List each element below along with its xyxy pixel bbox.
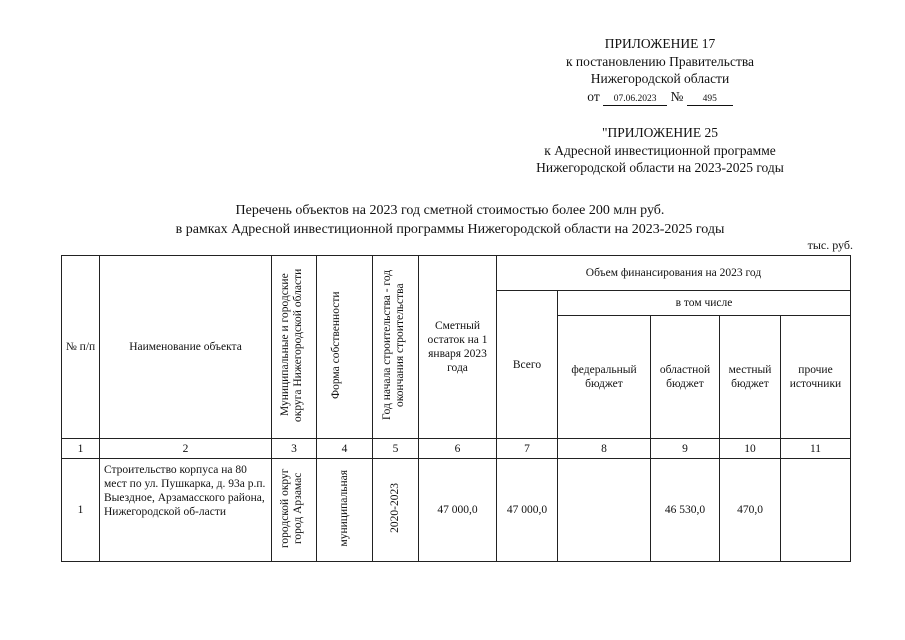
document-title (120, 201, 780, 239)
document-title-line1: Перечень объектов на 2023 год сметной стоимостью более 200 млн руб. (235, 203, 665, 218)
decree-number: 495 (687, 94, 733, 106)
header-years-text: Год начала строительства - год окончания строительства (380, 269, 406, 421)
number-prefix: № (670, 88, 684, 104)
col-number: 3 (272, 439, 317, 459)
header-federal: федеральный бюджет (558, 316, 651, 439)
row-ownership-text: муниципальная (338, 469, 350, 547)
header-ownership-text: Форма собственности (329, 291, 342, 399)
header-row (62, 256, 851, 291)
row-federal (558, 459, 651, 562)
column-number-row (62, 439, 851, 459)
header-other: прочие источники (781, 316, 851, 439)
col-number: 11 (781, 439, 851, 459)
col-number: 1 (62, 439, 100, 459)
row-other (781, 459, 851, 562)
header-total: Всего (497, 291, 558, 439)
header-local: местный бюджет (720, 316, 781, 439)
col-number: 8 (558, 439, 651, 459)
appendix-25-line2: Нижегородской области на 2023-2025 годы (536, 160, 784, 175)
row-local: 470,0 (720, 459, 781, 562)
header-regional: областной бюджет (651, 316, 720, 439)
col-number: 9 (651, 439, 720, 459)
objects-table (61, 255, 851, 562)
decree-date: 07.06.2023 (603, 94, 667, 106)
header-municipality-text: Муниципальные и городские округа Нижегородской области (279, 268, 304, 422)
row-municipality-text: городской округ город Арзамас (279, 468, 304, 548)
row-object-name: Строительство корпуса на 80 мест по ул. Пушкарка, д. 93а р.п. Выездное, Арзамасского района, Нижегородской об-ласти (100, 459, 272, 562)
row-ownership (317, 459, 373, 562)
col-number: 2 (100, 439, 272, 459)
appendix-25-line1: к Адресной инвестиционной программе (544, 142, 776, 158)
header-balance: Сметный остаток на 1 января 2023 года (419, 256, 497, 439)
col-number: 6 (419, 439, 497, 459)
col-number: 7 (497, 439, 558, 459)
table-row (62, 459, 851, 562)
appendix-17-date-line (450, 88, 870, 106)
row-total: 47 000,0 (497, 459, 558, 562)
appendix-17-header (450, 35, 870, 106)
col-number: 10 (720, 439, 781, 459)
header-ownership (317, 256, 373, 439)
document-title-line2: в рамках Адресной инвестиционной программы Нижегородской области на 2023-2025 годы (175, 222, 725, 237)
appendix-17-line2: Нижегородской области (590, 71, 730, 86)
appendix-25-header (450, 124, 870, 177)
header-num: № п/п (62, 256, 100, 439)
row-regional: 46 530,0 (651, 459, 720, 562)
appendix-17-line1: к постановлению Правительства (565, 53, 755, 69)
appendix-17-title: ПРИЛОЖЕНИЕ 17 (604, 36, 716, 51)
appendix-25-title: "ПРИЛОЖЕНИЕ 25 (601, 125, 719, 140)
date-prefix: от (587, 88, 600, 104)
col-number: 4 (317, 439, 373, 459)
row-years (373, 459, 419, 562)
col-number: 5 (373, 439, 419, 459)
header-funding-group: Объем финансирования на 2023 год (497, 256, 851, 291)
row-balance: 47 000,0 (419, 459, 497, 562)
header-years (373, 256, 419, 439)
header-including: в том числе (558, 291, 851, 316)
units-label: тыс. руб. (807, 238, 853, 252)
row-municipality (272, 459, 317, 562)
row-years-text: 2020-2023 (389, 483, 401, 533)
header-municipality (272, 256, 317, 439)
row-num: 1 (62, 459, 100, 562)
header-name: Наименование объекта (100, 256, 272, 439)
